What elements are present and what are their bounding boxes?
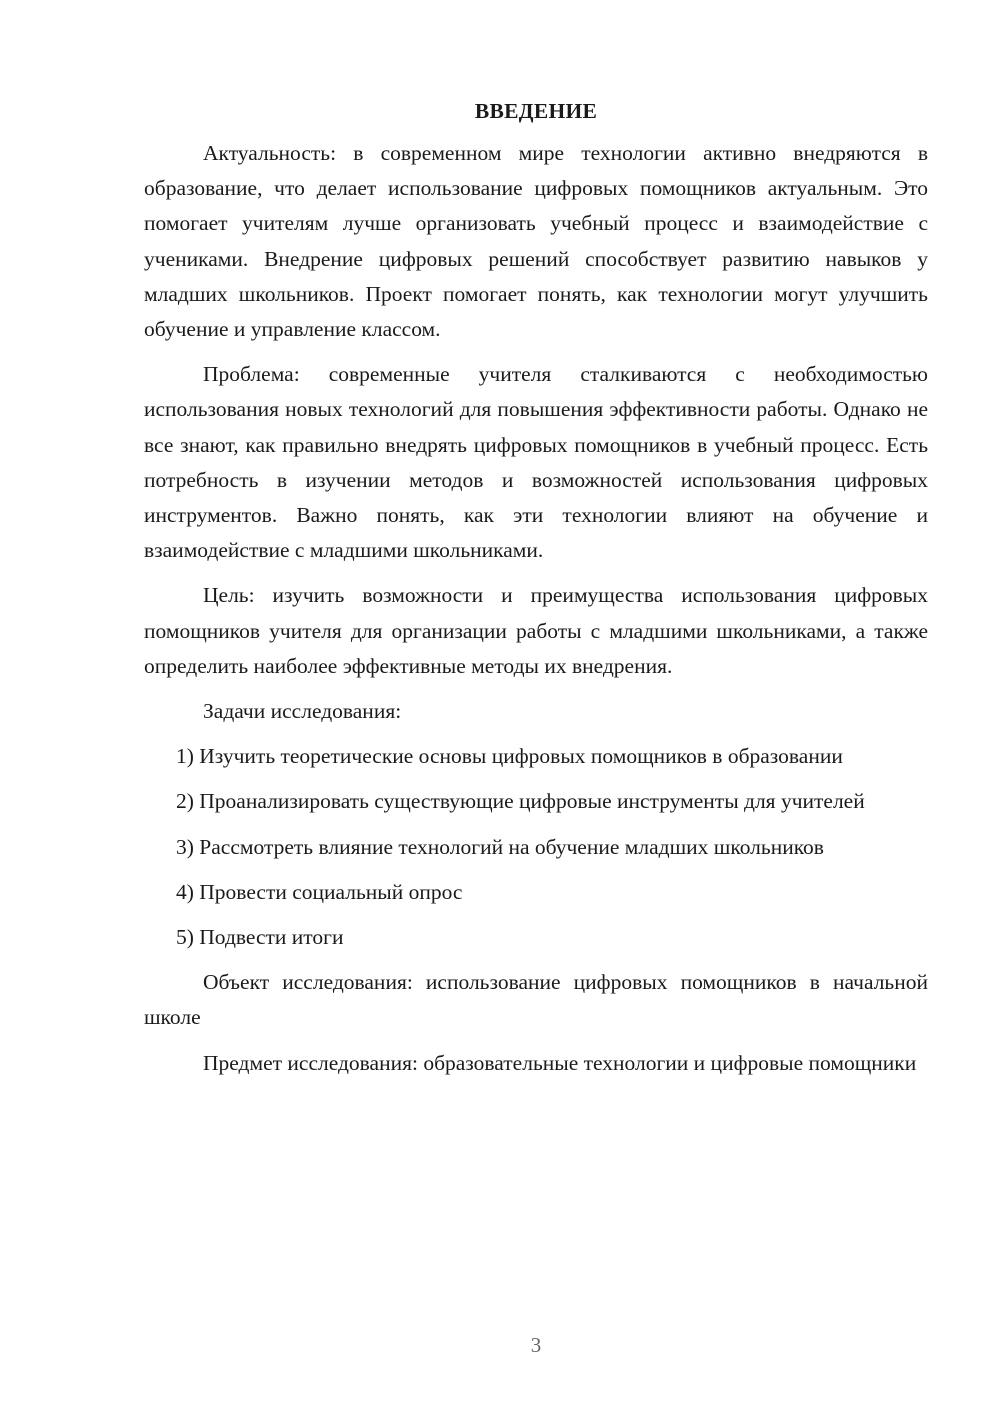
paragraph-problem: Проблема: современные учителя сталкиваются с необходимостью использования новых технологий для повышения эффективности работы. Однако не все знают, как правильно внедрять цифровых помощников в учебный процесс. Есть потребность в изучении методов и возможностей использования цифровых инструментов. Важно понять, как эти технологии влияют на обучение и взаимодействие с младшими школьниками. <box>144 362 928 563</box>
tasks-heading: Задачи исследования: <box>203 699 402 724</box>
task-item-3: 3) Рассмотреть влияние технологий на обучение младших школьников <box>176 834 824 859</box>
task-item-4: 4) Провести социальный опрос <box>176 879 463 904</box>
task-item-1: 1) Изучить теоретические основы цифровых помощников в образовании <box>176 744 843 769</box>
section-title: ВВЕДЕНИЕ <box>474 99 598 123</box>
paragraph-subject: Предмет исследования: образовательные технологии и цифровые помощники <box>203 1050 917 1075</box>
task-item-5: 5) Подвести итоги <box>176 925 344 950</box>
paragraph-goal: Цель: изучить возможности и преимущества использования цифровых помощников учителя для организации работы с младшими школьниками, а также определить наиболее эффективные методы их внедрения. <box>144 583 928 678</box>
document-page <box>144 96 928 1091</box>
paragraph-relevance: Актуальность: в современном мире технологии активно внедряются в образование, что делает использование цифровых помощников актуальным. Это помогает учителям лучше организовать учебный процесс и взаимодействие с учениками. Внедрение цифровых решений способствует развитию навыков у младших школьников. Проект помогает понять, как технологии могут улучшить обучение и управление классом. <box>144 141 928 342</box>
page-number: 3 <box>530 1333 542 1357</box>
task-item-2: 2) Проанализировать существующие цифровые инструменты для учителей <box>176 789 865 814</box>
paragraph-object: Объект исследования: использование цифровых помощников в начальной школе <box>144 970 928 1030</box>
